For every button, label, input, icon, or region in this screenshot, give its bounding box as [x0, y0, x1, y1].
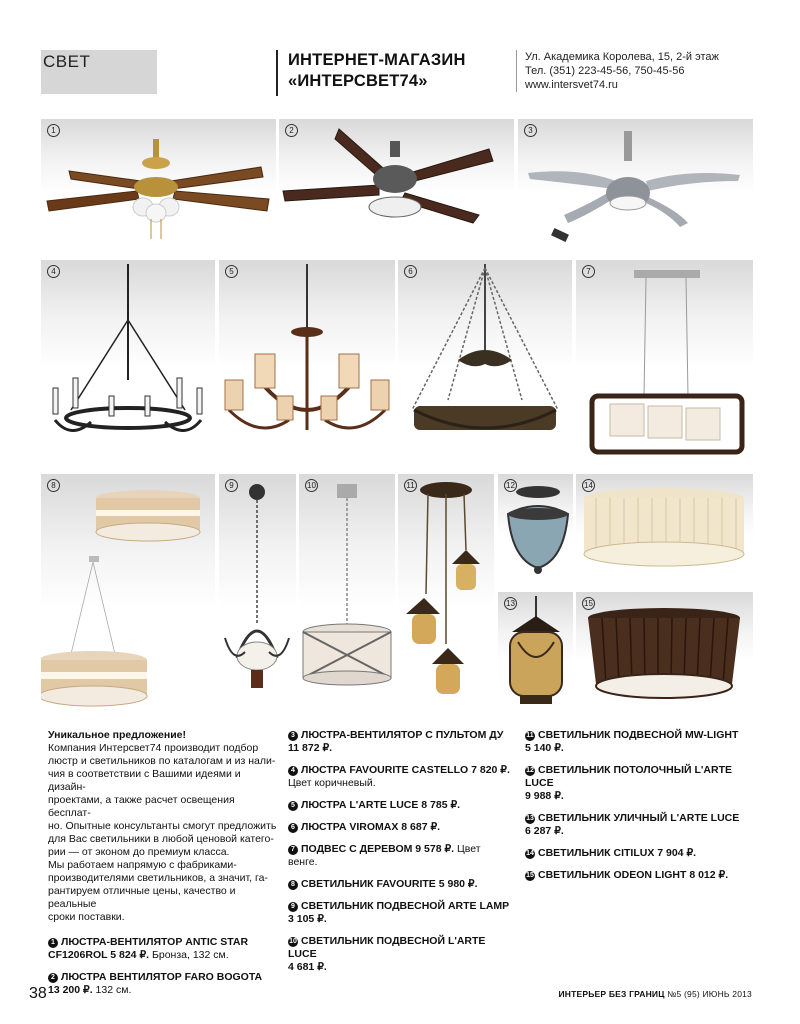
tile-number: 7 — [582, 265, 595, 278]
price-item-10 — [288, 935, 510, 974]
item-note: Цвет венге. — [288, 843, 481, 868]
item-name: СВЕТИЛЬНИК FAVOURITE 5 980 ₽. — [301, 878, 478, 890]
price-item-14 — [525, 847, 755, 860]
product-tile-12[interactable] — [498, 474, 573, 586]
item-price: 9 988 ₽. — [525, 790, 564, 802]
intro-line: производителями светильников, а значит, га- — [48, 872, 268, 884]
item-number-badge: 11 — [526, 732, 534, 739]
item-name: ЛЮСТРА-ВЕНТИЛЯТОР ANTIC STAR — [61, 936, 249, 948]
intro-line: сроки поставки. — [48, 911, 125, 923]
intro-line: люстр и светильников по каталогам и из нали- — [48, 755, 276, 767]
item-name: ЛЮСТРА-ВЕНТИЛЯТОР С ПУЛЬТОМ ДУ — [301, 729, 504, 741]
product-tile-4[interactable] — [41, 260, 215, 457]
item-name: ЛЮСТРА VIROMAX 8 687 ₽. — [301, 821, 441, 833]
product-tile-5[interactable] — [219, 260, 395, 457]
tile-number: 15 — [582, 597, 595, 610]
intro-line: проектами, а также расчет освещения бесплат- — [48, 794, 235, 819]
item-name: СВЕТИЛЬНИК ПОДВЕСНОЙ ARTE LAMP — [301, 900, 510, 912]
price-item-7 — [288, 843, 510, 869]
item-number-badge: 1 — [48, 938, 58, 948]
price-item-4 — [288, 764, 510, 790]
intro-line: чия в соответствии с Вашими идеями и дизайн- — [48, 768, 241, 793]
intro-line: рантируем отличные цены, качество и реальные — [48, 885, 236, 910]
item-price: 4 681 ₽. — [288, 961, 327, 973]
product-tile-1[interactable] — [41, 119, 276, 253]
text-column-2 — [288, 729, 510, 983]
tile-number: 4 — [47, 265, 60, 278]
tile-number: 1 — [47, 124, 60, 137]
item-number-badge: 6 — [288, 823, 298, 833]
intro-line: рии — от эконом до премиум класса. — [48, 846, 230, 858]
item-number-badge: 8 — [288, 880, 298, 890]
magazine-name: ИНТЕРЬЕР БЕЗ ГРАНИЦ — [558, 989, 665, 999]
item-number-badge: 12 — [526, 767, 534, 774]
section-title: СВЕТ — [43, 52, 91, 71]
price-item-3 — [288, 729, 510, 755]
magazine-issue: №5 (95) ИЮНЬ 2013 — [664, 989, 752, 999]
item-name: СВЕТИЛЬНИК ПОДВЕСНОЙ L'ARTE LUCE — [288, 935, 486, 960]
item-number-badge: 14 — [526, 850, 534, 857]
ceiling-drum-wood-icon — [576, 592, 753, 718]
intro-title: Уникальное предложение! — [48, 729, 187, 741]
chandelier-chain-icon — [398, 260, 572, 457]
item-name: ПОДВЕС С ДЕРЕВОМ 9 578 ₽. — [301, 843, 455, 855]
tile-number: 9 — [225, 479, 238, 492]
price-item-5 — [288, 799, 510, 812]
item-number-badge: 2 — [48, 973, 58, 983]
intro-line: Компания Интерсвет74 производит подбор — [48, 742, 259, 754]
drum-lights-icon — [41, 474, 215, 718]
store-contacts — [516, 50, 766, 92]
product-tile-14[interactable] — [576, 474, 753, 586]
item-price: 5 140 ₽. — [525, 742, 564, 754]
item-price: CF1206ROL 5 824 ₽. — [48, 949, 150, 961]
ceiling-drum-cream-icon — [576, 474, 753, 586]
tile-number: 6 — [404, 265, 417, 278]
item-number-badge: 3 — [288, 731, 298, 741]
magazine-footer — [558, 989, 752, 999]
text-column-1 — [48, 729, 280, 1006]
tile-number: 10 — [305, 479, 318, 492]
tile-number: 3 — [524, 124, 537, 137]
product-tile-9[interactable] — [219, 474, 296, 718]
ceiling-fan-brass-icon — [41, 119, 276, 253]
item-name: СВЕТИЛЬНИК CITILUX 7 904 ₽. — [538, 847, 697, 859]
tile-number: 5 — [225, 265, 238, 278]
item-name: СВЕТИЛЬНИК ПОДВЕСНОЙ MW-LIGHT — [538, 729, 739, 741]
item-number-badge: 5 — [288, 801, 298, 811]
lantern-trio-icon — [398, 474, 494, 718]
item-note: 132 см. — [92, 984, 132, 996]
product-tile-7[interactable] — [576, 260, 753, 457]
pendant-lamp-icon — [219, 474, 296, 718]
store-title-line1: ИНТЕРНЕТ-МАГАЗИН — [288, 51, 466, 69]
item-note: Цвет коричневый. — [288, 777, 376, 789]
item-number-badge: 7 — [288, 845, 298, 855]
tile-number: 13 — [504, 597, 517, 610]
product-tile-3[interactable] — [518, 119, 753, 253]
pendant-wood-icon — [576, 260, 753, 457]
price-item-11 — [525, 729, 755, 755]
store-address: Ул. Академика Королева, 15, 2-й этаж — [525, 51, 719, 63]
text-column-3 — [525, 729, 755, 891]
product-tile-11[interactable] — [398, 474, 494, 718]
section-tab — [41, 50, 157, 94]
price-item-1 — [48, 936, 280, 962]
product-tile-15[interactable] — [576, 592, 753, 718]
item-number-badge: 15 — [526, 872, 534, 879]
item-name: ЛЮСТРА ВЕНТИЛЯТОР FARO BOGOTA — [61, 971, 263, 983]
product-tile-2[interactable] — [279, 119, 514, 253]
store-phone: Тел. (351) 223-45-56, 750-45-56 — [525, 65, 685, 77]
item-number-badge: 10 — [289, 938, 297, 945]
item-name: ЛЮСТРА L'ARTE LUCE 8 785 ₽. — [301, 799, 461, 811]
store-website[interactable]: www.intersvet74.ru — [525, 79, 618, 91]
item-price: 11 872 ₽. — [288, 742, 333, 754]
item-name: СВЕТИЛЬНИК ODEON LIGHT 8 012 ₽. — [538, 869, 729, 881]
ceiling-fan-dark-icon — [279, 119, 514, 253]
item-price: 3 105 ₽. — [288, 913, 327, 925]
price-item-9 — [288, 900, 510, 926]
chandelier-candle-icon — [41, 260, 215, 457]
price-item-15 — [525, 869, 755, 882]
item-number-badge: 4 — [288, 766, 298, 776]
intro-line: Мы работаем напрямую с фабриками- — [48, 859, 237, 871]
price-item-8 — [288, 878, 510, 891]
item-number-badge: 9 — [288, 902, 298, 912]
ceiling-fan-silver-icon — [518, 119, 753, 253]
tile-number: 8 — [47, 479, 60, 492]
intro-line: но. Опытные консультанты смогут предложить — [48, 820, 277, 832]
chandelier-shades-icon — [219, 260, 395, 457]
page-number: 38 — [29, 985, 47, 1002]
item-number-badge: 13 — [526, 815, 534, 822]
store-title-line2: «ИНТЕРСВЕТ74» — [288, 72, 428, 90]
tile-number: 11 — [404, 479, 417, 492]
outdoor-lantern-icon — [498, 592, 573, 718]
item-name: СВЕТИЛЬНИК ПОТОЛОЧНЫЙ L'ARTE LUCE — [525, 764, 733, 789]
item-price: 13 200 ₽. — [48, 984, 93, 996]
product-tile-6[interactable] — [398, 260, 572, 457]
product-tile-8[interactable] — [41, 474, 215, 718]
item-name: ЛЮСТРА FAVOURITE CASTELLO 7 820 ₽. — [301, 764, 510, 776]
pendant-drum-icon — [299, 474, 395, 718]
tile-number: 12 — [504, 479, 517, 492]
intro-line: для Вас светильники в любой ценовой катего- — [48, 833, 274, 845]
product-tile-10[interactable] — [299, 474, 395, 718]
item-name: СВЕТИЛЬНИК УЛИЧНЫЙ L'ARTE LUCE — [538, 812, 740, 824]
store-title — [276, 50, 506, 96]
item-note: Бронза, 132 см. — [149, 949, 229, 961]
price-item-6 — [288, 821, 510, 834]
tile-number: 14 — [582, 479, 595, 492]
tile-number: 2 — [285, 124, 298, 137]
price-item-2 — [48, 971, 280, 997]
item-price: 6 287 ₽. — [525, 825, 564, 837]
price-item-12 — [525, 764, 755, 803]
product-tile-13[interactable] — [498, 592, 573, 718]
price-item-13 — [525, 812, 755, 838]
